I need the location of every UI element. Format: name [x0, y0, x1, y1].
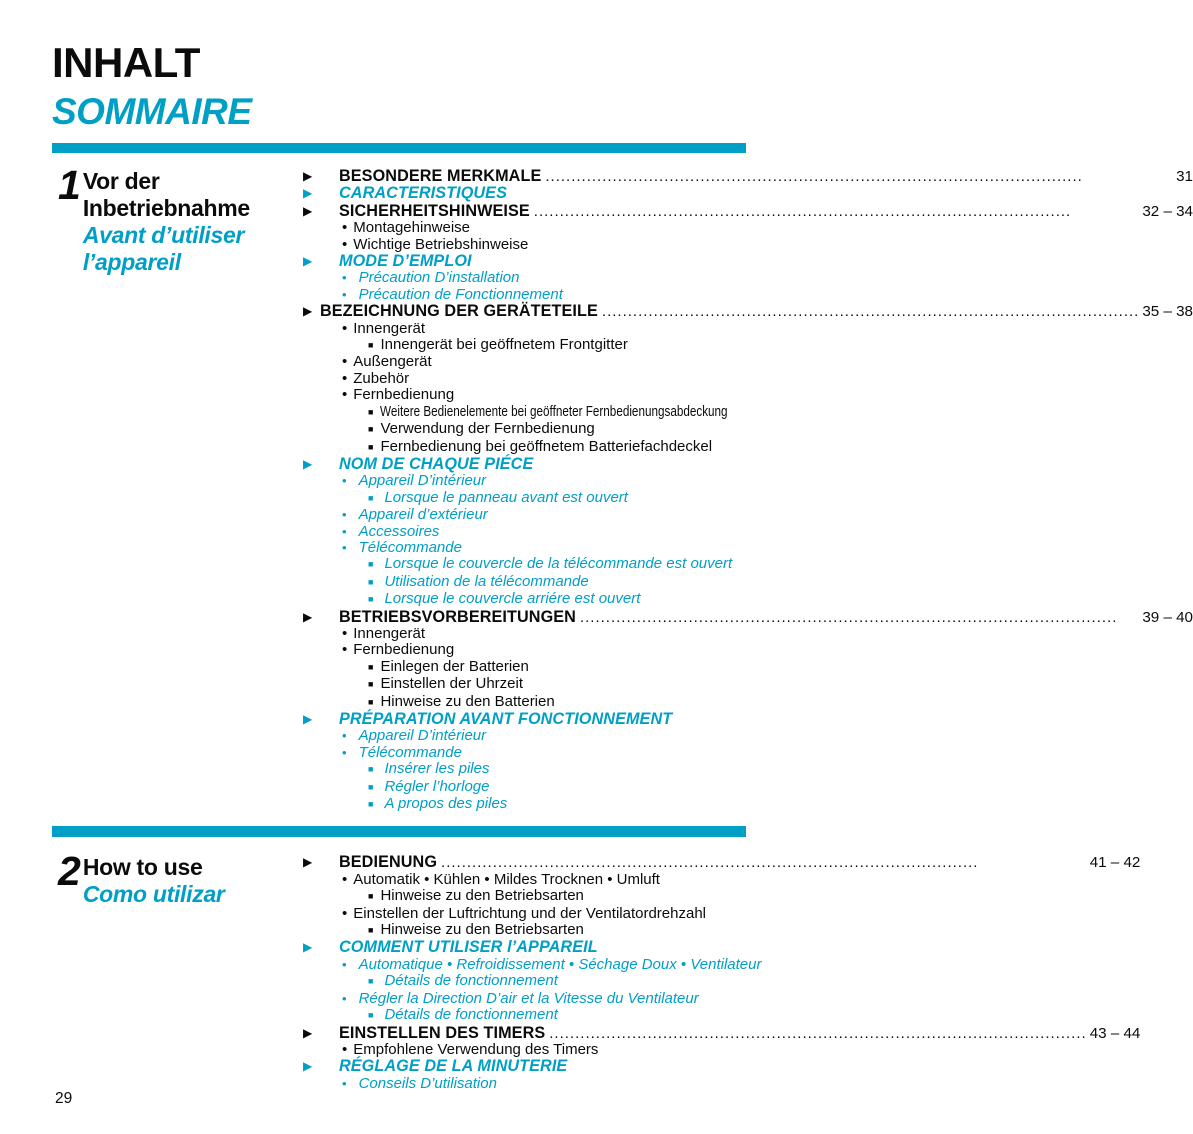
toc-entry-label: Fernbedienung bei geöffnetem Batteriefachdeckel: [380, 437, 713, 455]
toc-heading-row: [303, 1025, 1140, 1042]
toc-item-row: [303, 906, 1140, 922]
toc-entry-label: Hinweise zu den Betriebsarten: [380, 921, 584, 939]
toc-item-row: [303, 922, 1140, 939]
toc-item-row: [303, 1042, 1140, 1058]
square-bullet-icon: ■: [368, 441, 374, 452]
page-number: 29: [55, 1090, 73, 1107]
dot-leader: [602, 304, 1139, 320]
toc-item-row: [303, 728, 1193, 744]
square-bullet-icon: ■: [368, 492, 374, 503]
section-title-french: [83, 881, 225, 908]
section-number: 1: [58, 162, 79, 208]
toc-entry-label: Einstellen der Luftrichtung und der Ventilatordrehzahl: [353, 904, 706, 922]
triangle-right-icon: ▶: [303, 186, 313, 201]
toc-item-row: [303, 540, 1193, 556]
page-title-german: INHALT: [52, 39, 200, 86]
toc-entry-label: Automatique • Refroidissement • Séchage Doux • Ventilateur: [358, 955, 762, 973]
toc-item-row: [303, 574, 1193, 591]
square-bullet-icon: ■: [368, 781, 374, 792]
header-divider-bar: [52, 143, 746, 153]
square-bullet-icon: ■: [368, 976, 374, 987]
page-range: 39 – 40: [1142, 608, 1193, 626]
toc-item-row: [303, 796, 1193, 813]
section-title-line: Vor der: [82, 168, 160, 194]
toc-item-row: [303, 659, 1193, 676]
toc-item-row: [303, 421, 1193, 438]
page-header: [52, 39, 746, 153]
square-bullet-icon: ■: [368, 424, 374, 435]
bullet-dot-icon: •: [342, 369, 348, 387]
toc-entry-label: Insérer les piles: [384, 760, 490, 778]
square-bullet-icon: ■: [368, 594, 374, 605]
toc-item-row: [303, 556, 1193, 573]
bullet-dot-icon: •: [342, 1075, 347, 1091]
toc-entry-label: A propos des piles: [384, 795, 508, 813]
toc-section: [52, 153, 1193, 813]
bullet-dot-icon: •: [342, 235, 348, 253]
toc-heading-row: [303, 1058, 1140, 1075]
toc-entry-label: Appareil d’extérieur: [358, 506, 488, 524]
toc-entry-label: Conseils D’utilisation: [358, 1074, 497, 1092]
toc-item-row: [303, 694, 1193, 711]
page-title-french: SOMMAIRE: [52, 91, 252, 132]
triangle-right-icon: ▶: [303, 1059, 313, 1074]
bullet-dot-icon: •: [342, 353, 348, 371]
toc-entry-list: [303, 853, 1140, 1092]
toc-item-row: [303, 761, 1193, 778]
triangle-right-icon: ▶: [303, 609, 313, 624]
section-title-german: [83, 168, 250, 222]
section-title-line: Avant d’utiliser: [82, 222, 245, 248]
toc-entry-label: MODE D’EMPLOI: [339, 252, 472, 271]
toc-entry-label: PRÉPARATION AVANT FONCTIONNEMENT: [339, 710, 673, 728]
toc-item-row: [303, 473, 1193, 489]
page-range: 43 – 44: [1089, 1024, 1141, 1042]
toc-entry-label: Lorsque le panneau avant est ouvert: [384, 488, 628, 506]
section-title-german: [83, 854, 225, 881]
bullet-dot-icon: •: [342, 507, 347, 523]
toc-entry-label: EINSTELLEN DES TIMERS: [339, 1023, 546, 1042]
toc-entry-label: Télécommande: [358, 538, 462, 556]
section-title-line: How to use: [82, 854, 203, 881]
toc-entry-label: BETRIEBSVORBEREITUNGEN: [339, 607, 576, 626]
bullet-dot-icon: •: [342, 270, 347, 286]
toc-heading-row: [303, 711, 1193, 728]
toc-entry-label: BESONDERE MERKMALE: [339, 167, 542, 185]
toc-entry-label: Montagehinweise: [353, 219, 471, 237]
toc-item-row: [303, 642, 1193, 658]
toc-item-row: [303, 354, 1193, 370]
toc-entry-label: Régler la Direction D’air et la Vitesse du Ventilateur: [358, 989, 699, 1007]
toc-item-row: [303, 888, 1140, 905]
toc-entry-label: Détails de fonctionnement: [384, 972, 558, 990]
toc-heading-row: [303, 185, 1193, 202]
toc-entry-label: BEDIENUNG: [339, 853, 438, 872]
toc-entry-label: Précaution de Fonctionnement: [358, 285, 563, 303]
dot-leader: [534, 204, 1140, 220]
toc-entry-label: Innengerät bei geöffnetem Frontgitter: [380, 336, 628, 354]
toc-entry-label: Innengerät: [353, 319, 425, 337]
toc-item-row: [303, 371, 1193, 387]
section-title-line: l’appareil: [82, 249, 181, 275]
triangle-right-icon: ▶: [303, 203, 313, 218]
toc-entry-label: Utilisation de la télécommande: [384, 572, 589, 590]
bullet-dot-icon: •: [342, 990, 347, 1006]
toc-item-row: [303, 337, 1193, 354]
section-title-line: Inbetriebnahme: [82, 195, 250, 221]
toc-item-row: [303, 745, 1193, 761]
toc-heading-row: [303, 854, 1140, 871]
triangle-right-icon: ▶: [303, 1025, 313, 1040]
section-number: 2: [58, 848, 79, 895]
toc-entry-label: Weitere Bedienelemente bei geöffneter Fernbedienungsabdeckung: [380, 402, 729, 420]
toc-heading-row: [303, 203, 1193, 220]
toc-entry-label: Lorsque le couvercle arriére est ouvert: [384, 590, 641, 608]
bullet-dot-icon: •: [342, 319, 348, 337]
square-bullet-icon: ■: [368, 696, 374, 707]
dot-leader: [580, 610, 1139, 626]
toc-item-row: [303, 872, 1140, 888]
section-title-line: Como utilizar: [82, 881, 225, 908]
toc-heading-row: [303, 456, 1193, 473]
bullet-dot-icon: •: [342, 286, 347, 302]
toc-entry-label: Lorsque le couvercle de la télécommande est ouvert: [384, 555, 733, 573]
toc-heading-row: [303, 303, 1193, 320]
toc-item-row: [303, 991, 1140, 1007]
section-titles: [83, 853, 225, 908]
toc-entry-label: Détails de fonctionnement: [384, 1006, 558, 1024]
toc-entry-label: Automatik • Kühlen • Mildes Trocknen • Umluft: [353, 870, 660, 888]
toc-entry-label: Hinweise zu den Betriebsarten: [380, 887, 584, 905]
bullet-dot-icon: •: [342, 744, 347, 760]
toc-entry-label: Accessoires: [358, 522, 440, 540]
square-bullet-icon: ■: [368, 661, 374, 672]
bullet-dot-icon: •: [342, 386, 348, 404]
bullet-dot-icon: •: [342, 870, 348, 888]
triangle-right-icon: ▶: [303, 169, 313, 183]
bullet-dot-icon: •: [342, 641, 348, 659]
square-bullet-icon: ■: [368, 799, 374, 810]
page-range: 35 – 38: [1142, 303, 1193, 321]
square-bullet-icon: ■: [368, 925, 374, 936]
toc-entry-label: Empfohlene Verwendung des Timers: [353, 1040, 599, 1058]
toc-entry-label: NOM DE CHAQUE PIÉCE: [339, 454, 534, 473]
triangle-right-icon: ▶: [303, 254, 313, 269]
section-header: [52, 848, 303, 1092]
toc-entry-label: Zubehör: [353, 369, 410, 387]
toc-entry-label: Einstellen der Uhrzeit: [380, 675, 524, 693]
toc-entry-label: Télécommande: [358, 743, 462, 761]
toc-item-row: [303, 779, 1193, 796]
square-bullet-icon: ■: [368, 891, 374, 902]
toc-item-row: [303, 507, 1193, 523]
triangle-right-icon: ▶: [303, 855, 313, 870]
toc-heading-row: [303, 609, 1193, 626]
section-header: [52, 162, 303, 813]
triangle-right-icon: ▶: [303, 940, 313, 955]
square-bullet-icon: ■: [368, 764, 374, 775]
toc-entry-label: Appareil D’intérieur: [358, 727, 487, 745]
square-bullet-icon: ■: [368, 340, 374, 351]
square-bullet-icon: ■: [368, 406, 374, 417]
triangle-right-icon: ▶: [303, 456, 313, 471]
toc-item-row: [303, 270, 1193, 286]
bullet-dot-icon: •: [342, 904, 348, 922]
toc-entry-label: Einlegen der Batterien: [380, 657, 529, 675]
section-titles: [83, 167, 250, 276]
toc-entry-list: [303, 167, 1193, 813]
toc-item-row: [303, 220, 1193, 236]
toc-entry-label: Verwendung der Fernbedienung: [380, 420, 595, 438]
bullet-dot-icon: •: [342, 728, 347, 744]
toc-sections: [52, 153, 1193, 1092]
toc-item-row: [303, 626, 1193, 642]
toc-entry-label: Außengerät: [353, 353, 432, 371]
bullet-dot-icon: •: [342, 219, 348, 237]
toc-entry-label: Précaution D’installation: [358, 269, 520, 287]
toc-entry-label: Wichtige Betriebshinweise: [353, 235, 529, 253]
dot-leader: [441, 855, 1087, 871]
bullet-dot-icon: •: [342, 523, 347, 539]
toc-item-row: [303, 287, 1193, 303]
toc-item-row: [303, 676, 1193, 693]
toc-heading-row: [303, 168, 1193, 185]
toc-entry-label: RÉGLAGE DE LA MINUTERIE: [339, 1057, 568, 1076]
toc-entry-label: Innengerät: [353, 624, 425, 642]
square-bullet-icon: ■: [368, 576, 374, 587]
toc-item-row: [303, 237, 1193, 253]
toc-item-row: [303, 1007, 1140, 1024]
toc-entry-label: Appareil D’intérieur: [358, 472, 487, 490]
page-range: 41 – 42: [1089, 854, 1141, 872]
toc-item-row: [303, 957, 1140, 973]
toc-item-row: [303, 404, 1193, 421]
toc-entry-label: SICHERHEITSHINWEISE: [339, 201, 530, 220]
square-bullet-icon: ■: [368, 679, 374, 690]
bullet-dot-icon: •: [342, 1040, 348, 1058]
bullet-dot-icon: •: [342, 473, 347, 489]
dot-leader: [549, 1026, 1086, 1042]
toc-entry-label: COMMENT UTILISER l’APPAREIL: [339, 938, 598, 957]
toc-item-row: [303, 490, 1193, 507]
bullet-dot-icon: •: [342, 539, 347, 555]
toc-entry-label: Hinweise zu den Batterien: [380, 692, 555, 710]
dot-leader: [545, 169, 1173, 185]
toc-entry-label: Régler l’horloge: [384, 777, 490, 795]
square-bullet-icon: ■: [368, 559, 374, 570]
toc-heading-row: [303, 939, 1140, 956]
square-bullet-icon: ■: [368, 1010, 374, 1021]
triangle-right-icon: ▶: [303, 712, 313, 726]
toc-item-row: [303, 524, 1193, 540]
page-range: 32 – 34: [1142, 202, 1193, 220]
toc-item-row: [303, 591, 1193, 608]
toc-section: [52, 826, 1141, 1092]
toc-heading-row: [303, 253, 1193, 270]
toc-entry-label: Fernbedienung: [353, 386, 455, 404]
bullet-dot-icon: •: [342, 956, 347, 972]
section-title-french: [83, 222, 250, 276]
page-range: 31: [1176, 168, 1193, 185]
toc-item-row: [303, 1076, 1140, 1092]
toc-item-row: [303, 973, 1140, 990]
toc-entry-label: BEZEICHNUNG DER GERÄTETEILE: [320, 302, 598, 321]
toc-entry-label: Fernbedienung: [353, 641, 455, 659]
triangle-right-icon: ▶: [303, 304, 313, 319]
toc-item-row: [303, 439, 1193, 456]
toc-item-row: [303, 387, 1193, 403]
bullet-dot-icon: •: [342, 624, 348, 642]
toc-entry-label: CARACTERISTIQUES: [339, 184, 507, 203]
toc-item-row: [303, 321, 1193, 337]
